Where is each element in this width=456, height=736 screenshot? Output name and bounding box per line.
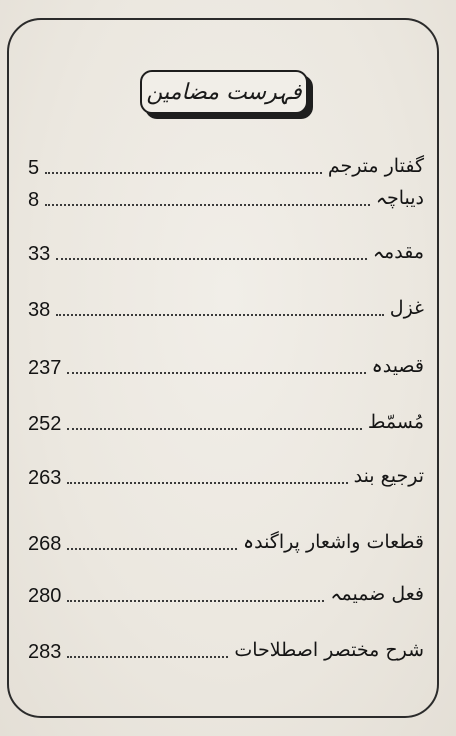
toc-entry-title: مُسمّط: [367, 411, 424, 433]
leader-dots: [56, 313, 384, 316]
leader-dots: [67, 655, 228, 658]
toc-entry-title: فعل ضمیمہ: [330, 583, 424, 605]
toc-entry: [28, 282, 424, 322]
toc-entry: [28, 568, 424, 608]
toc-entry-title: شرح مختصر اصطلاحات: [234, 639, 424, 661]
toc-entry: [28, 516, 424, 556]
toc-page-number: 33: [28, 243, 51, 265]
toc-page-number: 252: [28, 413, 62, 435]
toc-page-number: 38: [28, 299, 51, 321]
title-box: [140, 70, 308, 114]
toc-entry-title: ترجیع بند: [353, 465, 424, 487]
toc-entry-title: مقدمہ: [372, 241, 424, 263]
leader-dots: [67, 599, 324, 602]
toc-entry-title: گفتار مترجم: [327, 155, 424, 177]
leader-dots: [67, 481, 347, 484]
toc-entry: [28, 226, 424, 266]
toc-entry: [28, 396, 424, 436]
toc-entry: [28, 450, 424, 490]
toc-page-number: 8: [28, 189, 40, 211]
toc-entry-title: قصیدہ: [371, 355, 424, 377]
toc-page-number: 280: [28, 585, 62, 607]
leader-dots: [56, 257, 367, 260]
toc-entry-title: غزل: [389, 297, 424, 319]
toc-entry-title: قطعات واشعار پراگندہ: [242, 531, 424, 553]
toc-entry: [28, 340, 424, 380]
toc-page-number: 263: [28, 467, 62, 489]
leader-dots: [67, 547, 237, 550]
leader-dots: [45, 203, 370, 206]
leader-dots: [67, 371, 365, 374]
toc-entry-title: دیباچہ: [375, 187, 424, 209]
toc-entry: [28, 172, 424, 212]
toc-page-number: 237: [28, 357, 62, 379]
toc-page-number: 283: [28, 641, 62, 663]
toc-page-number: 5: [28, 157, 40, 179]
toc-page-number: 268: [28, 533, 62, 555]
toc-title: فہرست مضامین: [146, 79, 302, 105]
leader-dots: [67, 427, 361, 430]
toc-entry: [28, 624, 424, 664]
